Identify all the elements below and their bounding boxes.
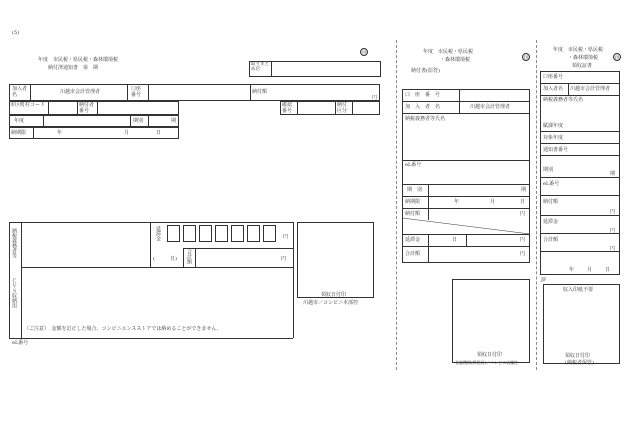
- mid-nofugaku-label: 納付額: [405, 211, 421, 217]
- stub-receipt-box: [297, 222, 374, 298]
- right-heading-line1: 年度 市民税・県民税: [553, 47, 604, 53]
- stub-el-number: eL番号: [12, 340, 29, 346]
- right-entaikin-yen: 円: [610, 228, 616, 234]
- right-receipt-stamp: 領収日付印: [565, 353, 591, 359]
- koza-label: 口座番号: [131, 86, 142, 98]
- mid-nofugaku-yen: 円: [520, 211, 526, 217]
- kanyu-label: 加入者名: [12, 86, 28, 98]
- nokigen-label: 納期限: [11, 130, 27, 136]
- right-nofugaku-yen: 円: [610, 209, 616, 215]
- right-title: 領収証書: [572, 63, 593, 69]
- right-hi: 日: [605, 267, 611, 273]
- nokigen-month: 月: [124, 130, 130, 136]
- mid-gokei-yen: 円: [520, 251, 526, 257]
- stub-heading-line1: 年度 市民税・県民税・森林環境税: [38, 57, 119, 63]
- nofusha-label: 納付者番号: [79, 102, 95, 114]
- nokigen-year: 年: [57, 130, 63, 136]
- right-gokei-label: 合計額: [543, 237, 559, 243]
- right-tsuki: 月: [587, 267, 593, 273]
- right-koza-label: 口座番号: [543, 74, 564, 80]
- kanyu-value: 川越市会計管理者: [60, 89, 101, 95]
- gimusha-label: 納税義務者等: [11, 228, 17, 258]
- mid-receipt-stamp: 領収日付印: [477, 352, 503, 358]
- mid-koza-label: 口 座 番 号: [405, 92, 441, 98]
- toriatsukai-label: 取りまとめ店: [251, 62, 269, 72]
- nokigen-row: [9, 127, 179, 139]
- nofugaku-label: 納付額: [252, 89, 268, 95]
- paren-open: (: [153, 256, 155, 262]
- mid-tsuki: 月: [490, 199, 496, 205]
- void-diagonal: [402, 208, 530, 234]
- notice-text: （ご注意） 金額を訂正した場合、コンビニエンスストアでは納めることができません。: [24, 326, 222, 332]
- right-heading-line2: ・森林環境税: [568, 55, 599, 61]
- gokei-yen: 円: [281, 256, 287, 262]
- mid-gokei-label: 合計額: [405, 251, 421, 257]
- mid-gimusha-label: 納税義務者等氏名: [405, 116, 446, 122]
- kibetsu-label: 期別: [133, 118, 144, 124]
- right-ki: 期: [610, 171, 616, 177]
- stub-receipt-caption: 川越市／コンビニ本部控: [303, 300, 359, 306]
- paren-close: 日): [170, 256, 177, 262]
- right-shunyu-inshi: 収入印紙不要: [563, 287, 594, 293]
- right-entaikin-label: 延滞金: [543, 219, 559, 225]
- mid-heading-line1: 年度 市民税・県民税: [423, 49, 474, 55]
- right-gimusha-label: 納税義務者等氏名: [543, 97, 584, 103]
- mid-nen: 年: [454, 199, 460, 205]
- mid-kibetsu-label: 期 別: [407, 187, 423, 193]
- kakunin-label: 確認番号: [282, 102, 293, 114]
- seal-icon: ㊞: [523, 55, 529, 61]
- page-number: (5): [12, 30, 20, 36]
- mid-entaikin-day: 日: [452, 237, 458, 243]
- right-tsuchisho-label: 通知書番号: [543, 147, 569, 153]
- right-taisho-nendo: 対象年度: [543, 135, 564, 141]
- right-kibetsu-label: 期別: [543, 167, 554, 173]
- right-el-number: eL番号: [543, 181, 560, 187]
- right-receipt-caption: (納税者保管): [565, 360, 594, 366]
- right-nen: 年: [569, 267, 575, 273]
- right-nofugaku-label: 納付額: [543, 199, 559, 205]
- entaikin-yen: 円: [283, 234, 289, 240]
- mid-entaikin-label: 延滞金: [405, 237, 421, 243]
- nendo-label: 年度: [14, 118, 25, 124]
- entaikin-label: 延滞金: [155, 226, 161, 241]
- mid-kanyu-value: 川越市会計管理者: [470, 104, 511, 110]
- right-jf: JF: [541, 277, 547, 283]
- cvs-label: ＣＶＳ収納用: [11, 278, 17, 308]
- mid-nokigen-label: 納期限: [405, 199, 421, 205]
- nofu-kubun-label: 納付区分: [337, 102, 348, 114]
- nokigen-day: 日: [156, 130, 162, 136]
- mid-ki: 期: [521, 187, 527, 193]
- mid-title: 納付書(原符): [411, 68, 440, 74]
- seal-icon: ㊞: [614, 55, 620, 61]
- right-kazei-nendo: 賦課年度: [543, 123, 564, 129]
- right-kanyu-value: 川越市会計管理者: [570, 86, 611, 92]
- mid-kanyu-label: 加 入 者 名: [405, 104, 441, 110]
- right-gokei-yen: 円: [610, 246, 616, 252]
- stub-receipt-stamp: 領収日付印: [321, 292, 347, 298]
- mid-heading-line2: ・森林環境税: [440, 57, 471, 63]
- mid-receipt-box: [452, 279, 530, 363]
- stub-heading-line2: 納付済通知書 第 期: [48, 65, 99, 71]
- right-kanyu-label: 加入者名: [543, 86, 564, 92]
- mid-receipt-caption: 金融機関(郵便局)／コンビニ店舗控: [455, 360, 519, 365]
- nofugaku-yen: 円: [372, 95, 378, 101]
- ki-unit: 期: [171, 118, 177, 124]
- city-code-label: 市区町村コード: [10, 102, 46, 108]
- mid-el-number: eL番号: [405, 162, 422, 168]
- nendo-row: [9, 115, 179, 127]
- gokei-label: 合計額: [186, 249, 192, 264]
- right-receipt-box: [543, 284, 620, 364]
- seal-icon: ㊞: [361, 50, 367, 56]
- mid-hi: 日: [520, 199, 526, 205]
- mid-entaikin-yen: 円: [520, 237, 526, 243]
